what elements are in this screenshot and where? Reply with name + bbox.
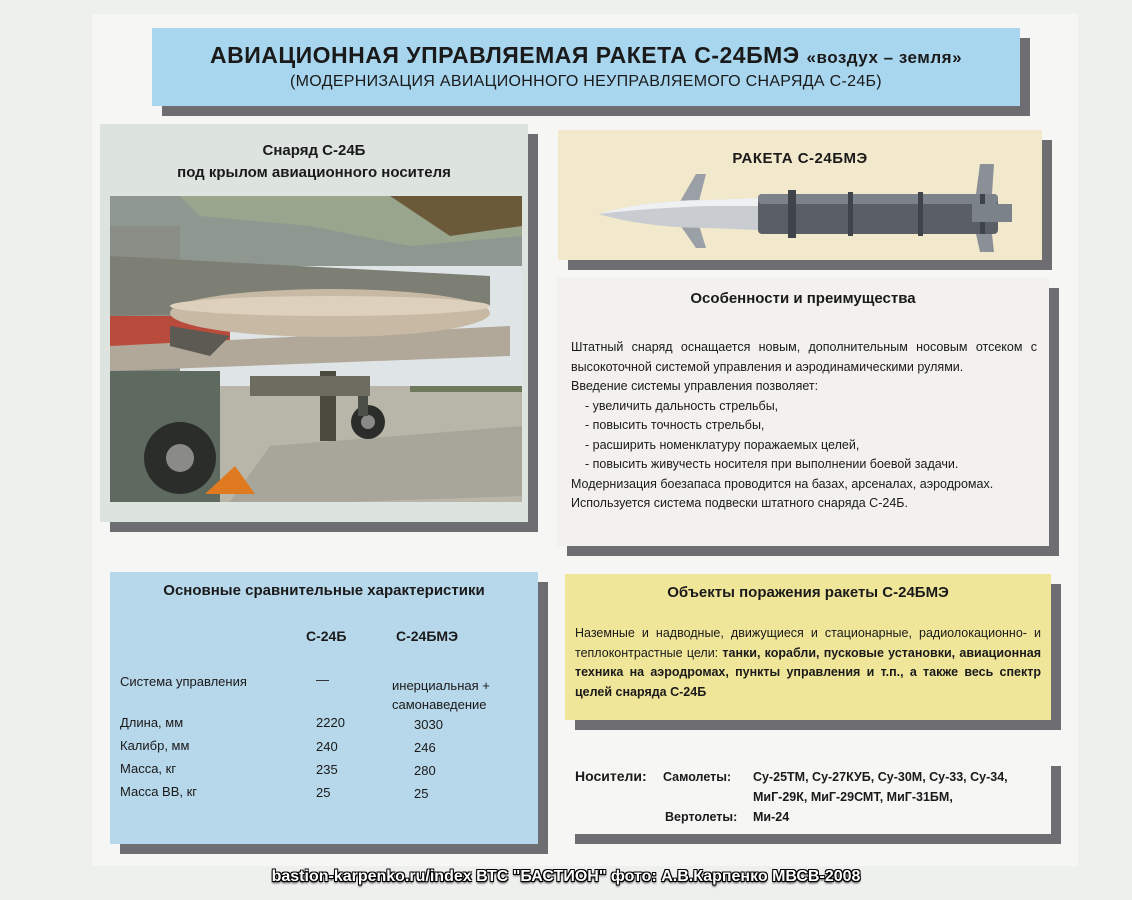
- watermark: bastion-karpenko.ru/index ВТС "БАСТИОН" фото: А.В.Карпенко МВСВ-2008: [271, 868, 861, 885]
- planes-label: Самолеты:: [663, 770, 732, 784]
- page-title: АВИАЦИОННАЯ УПРАВЛЯЕМАЯ РАКЕТА С-24БМЭ «воздух – земля»: [209, 42, 963, 68]
- carriers-label: Носители:: [575, 768, 647, 784]
- row-value-s24b: 2220: [316, 715, 345, 730]
- row-label: Длина, мм: [120, 715, 184, 730]
- comparison-panel: [110, 572, 538, 844]
- list-item: - увеличить дальность стрельбы,: [585, 398, 779, 413]
- comparison-title: Основные сравнительные характеристики: [163, 582, 485, 599]
- row-value-s24b: 25: [316, 785, 331, 800]
- row-label: Система управления: [120, 674, 247, 689]
- row-label: Калибр, мм: [120, 738, 190, 753]
- features-suspension: Используется система подвески штатного снаряда С-24Б.: [571, 496, 908, 510]
- row-label: Масса, кг: [120, 761, 177, 776]
- missile-panel: [558, 130, 1042, 260]
- row-value-s24b: 235: [316, 762, 338, 777]
- row-value-s24bme: 3030: [414, 717, 443, 732]
- photo-panel: [100, 124, 528, 522]
- carriers-panel: [565, 756, 1051, 834]
- aircraft-photo: [110, 196, 522, 502]
- photo-caption: Снаряд С-24Б под крылом авиационного носителя: [177, 142, 451, 181]
- targets-panel: [565, 574, 1051, 720]
- col-header-s24b: С-24Б: [306, 628, 347, 644]
- features-lead: Введение системы управления позволяет:: [571, 379, 819, 393]
- list-item: - повысить точность стрельбы,: [585, 418, 765, 432]
- row-value-s24bme: 25: [414, 786, 429, 801]
- helicopters-list: Ми-24: [753, 810, 790, 824]
- missile-title: РАКЕТА С-24БМЭ: [732, 150, 868, 167]
- col-header-s24bme: С-24БМЭ: [396, 628, 459, 644]
- list-item: - расширить номенклатуру поражаемых целей,: [585, 437, 860, 452]
- features-title: Особенности и преимущества: [690, 290, 916, 307]
- row-label: Масса ВВ, кг: [120, 784, 198, 799]
- row-value-s24bme: инерциальная + самонаведение: [392, 678, 490, 712]
- title-banner: [152, 28, 1020, 106]
- features-intro: Штатный снаряд оснащается новым, дополнительным носовым отсеком с высокоточной системой управления и аэродинамическими рулями.: [571, 340, 1037, 374]
- row-value-s24b: 240: [316, 739, 338, 754]
- page-subtitle: (МОДЕРНИЗАЦИЯ АВИАЦИОННОГО НЕУПРАВЛЯЕМОГО СНАРЯДА С-24Б): [290, 73, 882, 90]
- missile-illustration: [588, 160, 1028, 256]
- row-value-s24bme: 246: [414, 740, 436, 755]
- targets-title: Объекты поражения ракеты С-24БМЭ: [667, 584, 949, 601]
- helicopters-label: Вертолеты:: [665, 810, 738, 824]
- features-modernization: Модернизация боезапаса проводится на базах, арсеналах, аэродромах.: [571, 476, 994, 491]
- row-value-s24b: —: [316, 672, 329, 687]
- row-value-s24bme: 280: [414, 763, 436, 778]
- targets-text: Наземные и надводные, движущиеся и стационарные, радиолокационно- и теплоконтрастные цели: танки, корабли, пусковые установки, авиационная техника на аэродромах, пункты управления и т.п., а также весь спектр целей снаряда С-24Б: [575, 626, 1041, 699]
- list-item: - повысить живучесть носителя при выполнении боевой задачи.: [585, 457, 959, 471]
- features-text: [571, 338, 1037, 514]
- planes-list-line2: МиГ-29К, МиГ-29СМТ, МиГ-31БМ,: [753, 790, 953, 804]
- features-panel: [557, 278, 1049, 546]
- planes-list-line1: Су-25ТМ, Су-27КУБ, Су-30М, Су-33, Су-34,: [753, 770, 1008, 784]
